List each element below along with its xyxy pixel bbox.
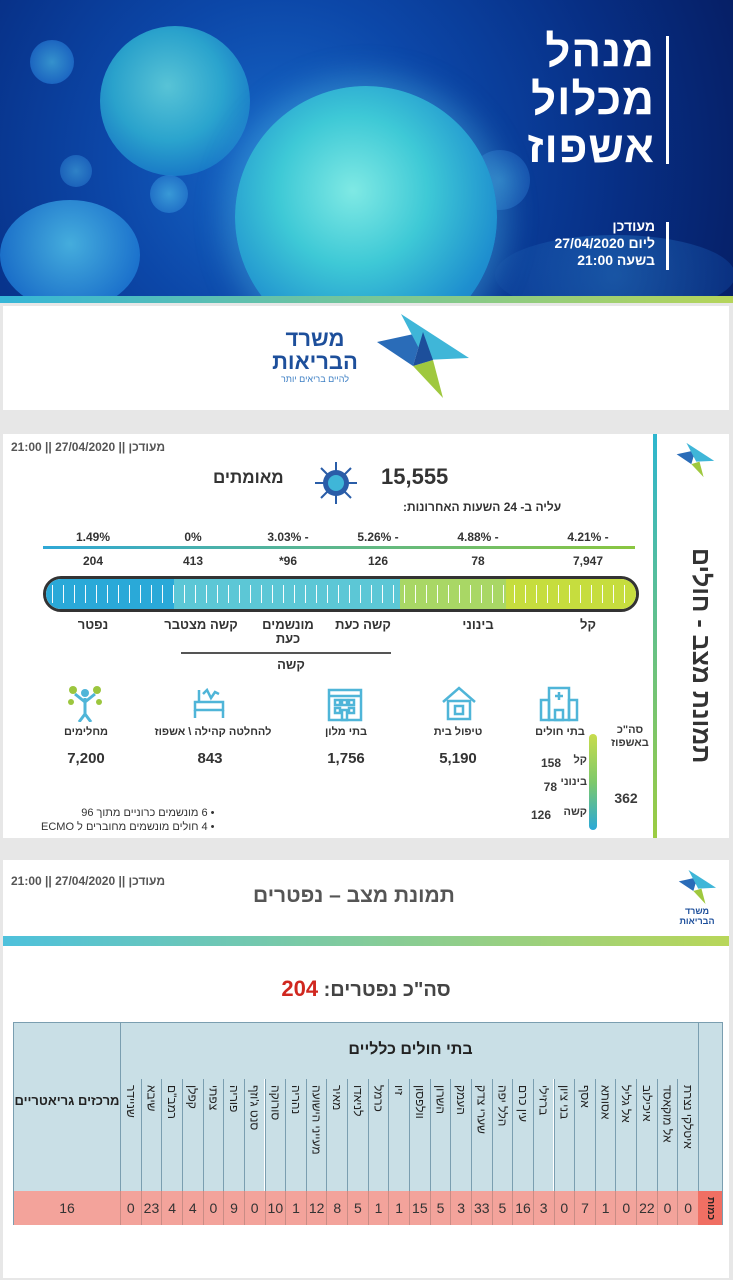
hero-updated [554,218,655,269]
hospital-name: מאיר [330,1085,345,1111]
hospital-deaths-cell: 4 [182,1191,203,1225]
hero-banner [0,0,733,296]
total-hospitalized-label: סה"כ באשפוז [611,724,649,749]
column-count: 96* [278,554,298,568]
hospital-name: שניידר [123,1085,138,1118]
column-count: 78 [471,554,485,568]
hospital-name: מעייני הישועה [309,1085,324,1155]
column-pct: - 3.03% [267,530,309,544]
hospital-column-header [182,1079,203,1191]
care-label: טיפול בית [433,726,483,738]
hospital-deaths-cell: 5 [347,1191,368,1225]
hospital-column-header [595,1079,616,1191]
table-corner [698,1023,722,1191]
divider [666,222,669,270]
recovered-person-icon [65,684,105,722]
deceased-total-label: סה"כ נפטרים: [323,979,451,1001]
hero-title-line: אשפוז [527,123,655,172]
gauge-ticks [52,585,630,603]
hospital-name: סנט ג'וזף [247,1085,262,1131]
hospital-deaths-cell: 9 [223,1191,244,1225]
hospital-deaths-cell: 0 [677,1191,698,1225]
group-bracket [181,652,391,654]
hospital-column-header [141,1079,162,1191]
note-item: • 6 מונשמים כרוניים מתוך 96 [81,807,215,819]
hospital-deaths-cell: 0 [120,1191,141,1225]
hospital-column-header [368,1079,389,1191]
column-count: 126 [367,554,389,568]
hospital-column-header [554,1079,575,1191]
hospital-deaths-cell: 5 [430,1191,451,1225]
hospital-column-header [347,1079,368,1191]
hospital-deaths-cell: 16 [512,1191,533,1225]
hospital-column-header [409,1079,430,1191]
hospital-name: רמב"ם [165,1085,180,1119]
ministry-name-small [677,906,717,926]
care-label: בתי חולים [535,726,585,738]
ministry-logo-panel [3,306,729,410]
hospital-column-header [615,1079,636,1191]
hospital-column-header [636,1079,657,1191]
column-pct: - 5.26% [357,530,399,544]
side-strip [657,434,729,838]
hospital-name: צפתי [206,1085,221,1111]
hospital-name: כרמל [371,1085,386,1112]
rise-label: עליה ב- 24 השעות האחרונות: [403,500,562,514]
hospital-name: איטלקי נצרת [681,1085,696,1149]
hospital-deaths-cell: 15 [409,1191,430,1225]
section-title: תמונת מצב - חולים [687,548,715,764]
section-title: תמונת מצב – נפטרים [253,884,455,907]
section-band [3,936,729,946]
note-text: 4 חולים מונשמים מחוברים ל ECMO [41,821,208,833]
hospital-column-header [388,1079,409,1191]
care-value: 7,200 [67,750,105,767]
ministry-tagline: להיים בריאים יותר [280,374,350,384]
hotel-building-icon [325,684,365,722]
ministry-name-line: משרד [684,906,710,916]
care-value: 843 [197,750,223,767]
confirmed-number: 15,555 [381,464,449,489]
updated-line: בשעה 21:00 [577,252,655,268]
category-label: קשה כעת [335,617,391,632]
hospital-name: אל מוקאסד [660,1085,675,1143]
confirmed-summary [213,462,473,502]
hospital-column-header [223,1079,244,1191]
care-value: 5,190 [439,750,477,767]
deceased-header [3,860,729,936]
ministry-logo-icon [373,314,471,398]
hero-title-line: מכלול [530,75,655,124]
breakdown-value: 78 [543,780,557,794]
hospital-column-header [430,1079,451,1191]
hero-title-line: מנהל [545,27,655,76]
hospital-name: אסותא [598,1085,613,1120]
hospital-deaths-cell: 33 [471,1191,492,1225]
hospital-deaths-cell: 0 [554,1191,575,1225]
hospital-column-header [512,1079,533,1191]
hospital-deaths-cell: 0 [244,1191,265,1225]
hospital-name: זיו [392,1085,407,1096]
breakdown-label: קשה [563,806,587,818]
hero-band [0,296,733,303]
hospital-deaths-cell: 4 [161,1191,182,1225]
column-pct: 1.49% [75,530,111,544]
hospital-name: עין כרם [516,1085,531,1123]
hospital-deaths-cell: 3 [450,1191,471,1225]
hospital-column-header [203,1079,224,1191]
hospital-icon [539,684,579,722]
hospital-name: לניאדו [350,1085,365,1117]
care-value: 1,756 [327,750,365,767]
virus-image-main [235,86,497,296]
hospital-deaths-cell: 1 [595,1191,616,1225]
care-label: מחלימים [63,726,109,738]
hospital-name: פוריה [227,1085,242,1113]
breakdown-label: קל [573,754,587,766]
hospital-deaths-cell: 1 [368,1191,389,1225]
patients-status-panel [3,434,729,838]
hero-title [527,28,655,172]
virus-image [100,26,250,176]
virus-image [60,155,92,187]
category-label: קשה מצטבר [164,617,238,632]
category-label: נפטר [77,617,109,632]
hospital-name: בני ציון [557,1085,572,1120]
hospital-column-header [326,1079,347,1191]
hospital-deaths-cell: 7 [574,1191,595,1225]
hospital-deaths-cell: 22 [636,1191,657,1225]
virus-image [0,200,140,296]
virus-image [150,175,188,213]
category-label: מונשמים כעת [262,617,314,646]
hospital-deaths-cell: 5 [492,1191,513,1225]
updated-line: מעודכן [612,218,655,234]
hospital-name: שיבא [144,1085,159,1112]
column-pct: - 4.21% [567,530,609,544]
hospital-deaths-cell: 10 [265,1191,286,1225]
hospital-name: סורוקה [268,1085,283,1121]
hospital-name: וולפסון [412,1085,427,1119]
ministry-name-line: משרד [285,326,345,351]
hospital-column-header [306,1079,327,1191]
hospital-deaths-cell: 1 [388,1191,409,1225]
hospital-column-header [492,1079,513,1191]
hospital-column-header [161,1079,182,1191]
breakdown-value: 126 [530,808,551,822]
hospital-column-header [450,1079,471,1191]
hospital-deaths-cell: 23 [141,1191,162,1225]
pct-divider [43,546,635,549]
hospital-name: השרון [433,1085,448,1115]
breakdown-value: 158 [540,756,561,770]
ministry-name-line: הבריאות [272,349,358,374]
category-label: בינוני [462,617,494,632]
column-count: 7,947 [572,554,604,568]
column-count: 204 [82,554,104,568]
group-label: קשה [277,657,305,672]
updated-label: מעודכן || 27/04/2020 || 21:00 [11,440,166,454]
virus-image [30,40,74,84]
hospital-deaths-cell: 12 [306,1191,327,1225]
deceased-body [3,946,729,1278]
hospital-name: ברזילי [536,1085,551,1116]
hospital-name: איכילוב [639,1085,654,1122]
column-count: 413 [182,554,204,568]
hospital-deaths-cell: 3 [533,1191,554,1225]
severity-bar [589,734,597,830]
hospital-column-header [574,1079,595,1191]
confirmed-label: מאומתים [213,468,284,487]
hospital-column-header [244,1079,265,1191]
care-label: בתי מלון [324,726,368,738]
note-item: • 4 חולים מונשמים מחוברים ל ECMO [41,821,215,833]
note-text: 6 מונשמים כרוניים מתוך 96 [81,807,208,819]
hospital-breakdown [523,724,663,834]
hospital-name: אסף [577,1085,592,1108]
ministry-logo-icon [675,442,715,478]
divider [666,36,669,164]
updated-line: ליום 27/04/2020 [554,235,655,251]
notes-list [41,806,215,834]
column-pct: - 4.88% [457,530,499,544]
total-hospitalized-value: 362 [614,790,638,806]
hospital-deaths-cell: 0 [657,1191,678,1225]
hospital-name: קפלן [185,1085,200,1109]
hospital-column-header [471,1079,492,1191]
row-label: כמות [698,1191,722,1225]
house-icon [439,684,479,722]
category-label: קל [580,617,596,632]
hospital-name: אל גליל [619,1085,634,1123]
deceased-table [13,1022,723,1225]
hospital-deaths-cell: 1 [285,1191,306,1225]
hospital-deaths-cell: 8 [326,1191,347,1225]
hospital-column-header [533,1079,554,1191]
hospital-name: הלל יפה [495,1085,510,1127]
hospital-deaths-cell: 0 [615,1191,636,1225]
hospital-column-header [285,1079,306,1191]
severity-gauge [43,576,639,612]
updated-label: מעודכן || 27/04/2020 || 21:00 [11,874,166,888]
ministry-name-line: הבריאות [679,916,715,926]
deceased-total [3,976,729,1002]
hospital-bed-icon [189,684,229,722]
hospital-column-header [677,1079,698,1191]
virus-icon [313,460,359,506]
hospital-name: העמק [454,1085,469,1115]
hospital-name: נהריה [288,1085,303,1115]
geriatric-value: 16 [59,1200,75,1216]
hospital-deaths-cell: 0 [203,1191,224,1225]
column-pct: 0% [184,530,202,544]
deceased-total-value: 204 [281,976,319,1001]
hospital-column-header [657,1079,678,1191]
care-label: להחלטה קהילה \ אשפוז [154,726,272,738]
ministry-name [265,328,365,384]
hospital-column-header [120,1079,141,1191]
hospital-column-header [265,1079,286,1191]
ministry-logo-icon [677,870,717,904]
geriatric-header: מרכזים גריאטריים [14,1023,120,1191]
hospital-name: שערי צדק [474,1085,489,1134]
general-hospitals-header: בתי חולים כלליים [120,1023,700,1079]
breakdown-label: בינוני [560,776,587,788]
